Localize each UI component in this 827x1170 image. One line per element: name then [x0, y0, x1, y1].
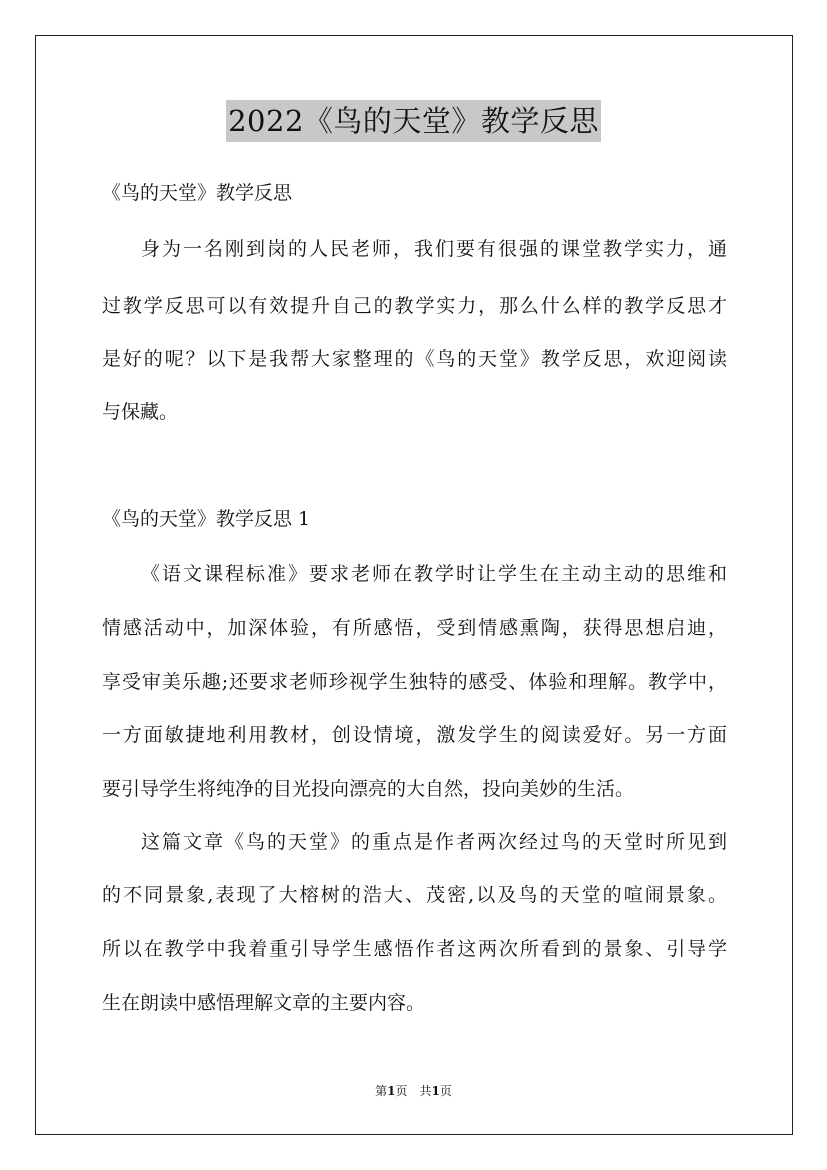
paragraph-line: 情感活动中，加深体验，有所感悟，受到情感熏陶，获得思想启迪，: [102, 617, 727, 639]
intro-line: 过教学反思可以有效提升自己的教学实力，那么什么样的教学反思才: [102, 295, 727, 317]
document-subtitle: 《鸟的天堂》教学反思: [102, 182, 293, 204]
title-container: [0, 100, 827, 142]
paragraph-line: 要引导学生将纯净的目光投向漂亮的大自然，投向美妙的生活。: [102, 778, 635, 800]
paragraph-line: 《语文课程标准》要求老师在教学时让学生在主动主动的思维和: [141, 563, 727, 585]
footer-mid: 页 共: [395, 1084, 432, 1098]
document-title: 2022《鸟的天堂》教学反思: [226, 100, 601, 142]
intro-line: 是好的呢？以下是我帮大家整理的《鸟的天堂》教学反思，欢迎阅读: [102, 348, 727, 370]
paragraph-line: 所以在教学中我着重引导学生感悟作者这两次所看到的景象、引导学: [102, 938, 727, 960]
paragraph-line: 一方面敏捷地利用教材，创设情境，激发学生的阅读爱好。另一方面: [102, 724, 727, 746]
paragraph-line: 的不同景象,表现了大榕树的浩大、茂密,以及鸟的天堂的喧闹景象。: [102, 884, 727, 906]
paragraph-line: 这篇文章《鸟的天堂》的重点是作者两次经过鸟的天堂时所见到: [141, 831, 727, 853]
paragraph-line: 生在朗读中感悟理解文章的主要内容。: [102, 992, 426, 1014]
footer-prefix: 第: [375, 1084, 388, 1098]
paragraph-line: 享受审美乐趣;还要求老师珍视学生独特的感受、体验和理解。教学中，: [102, 671, 727, 693]
section-heading: 《鸟的天堂》教学反思 1: [102, 508, 311, 530]
footer-page-total: 1: [431, 1084, 440, 1098]
page-footer: [0, 1083, 827, 1099]
intro-line: 身为一名刚到岗的人民老师，我们要有很强的课堂教学实力，通: [141, 238, 727, 260]
footer-suffix: 页: [439, 1084, 452, 1098]
footer-page-number: 1: [387, 1084, 396, 1098]
intro-line: 与保藏。: [102, 401, 179, 423]
